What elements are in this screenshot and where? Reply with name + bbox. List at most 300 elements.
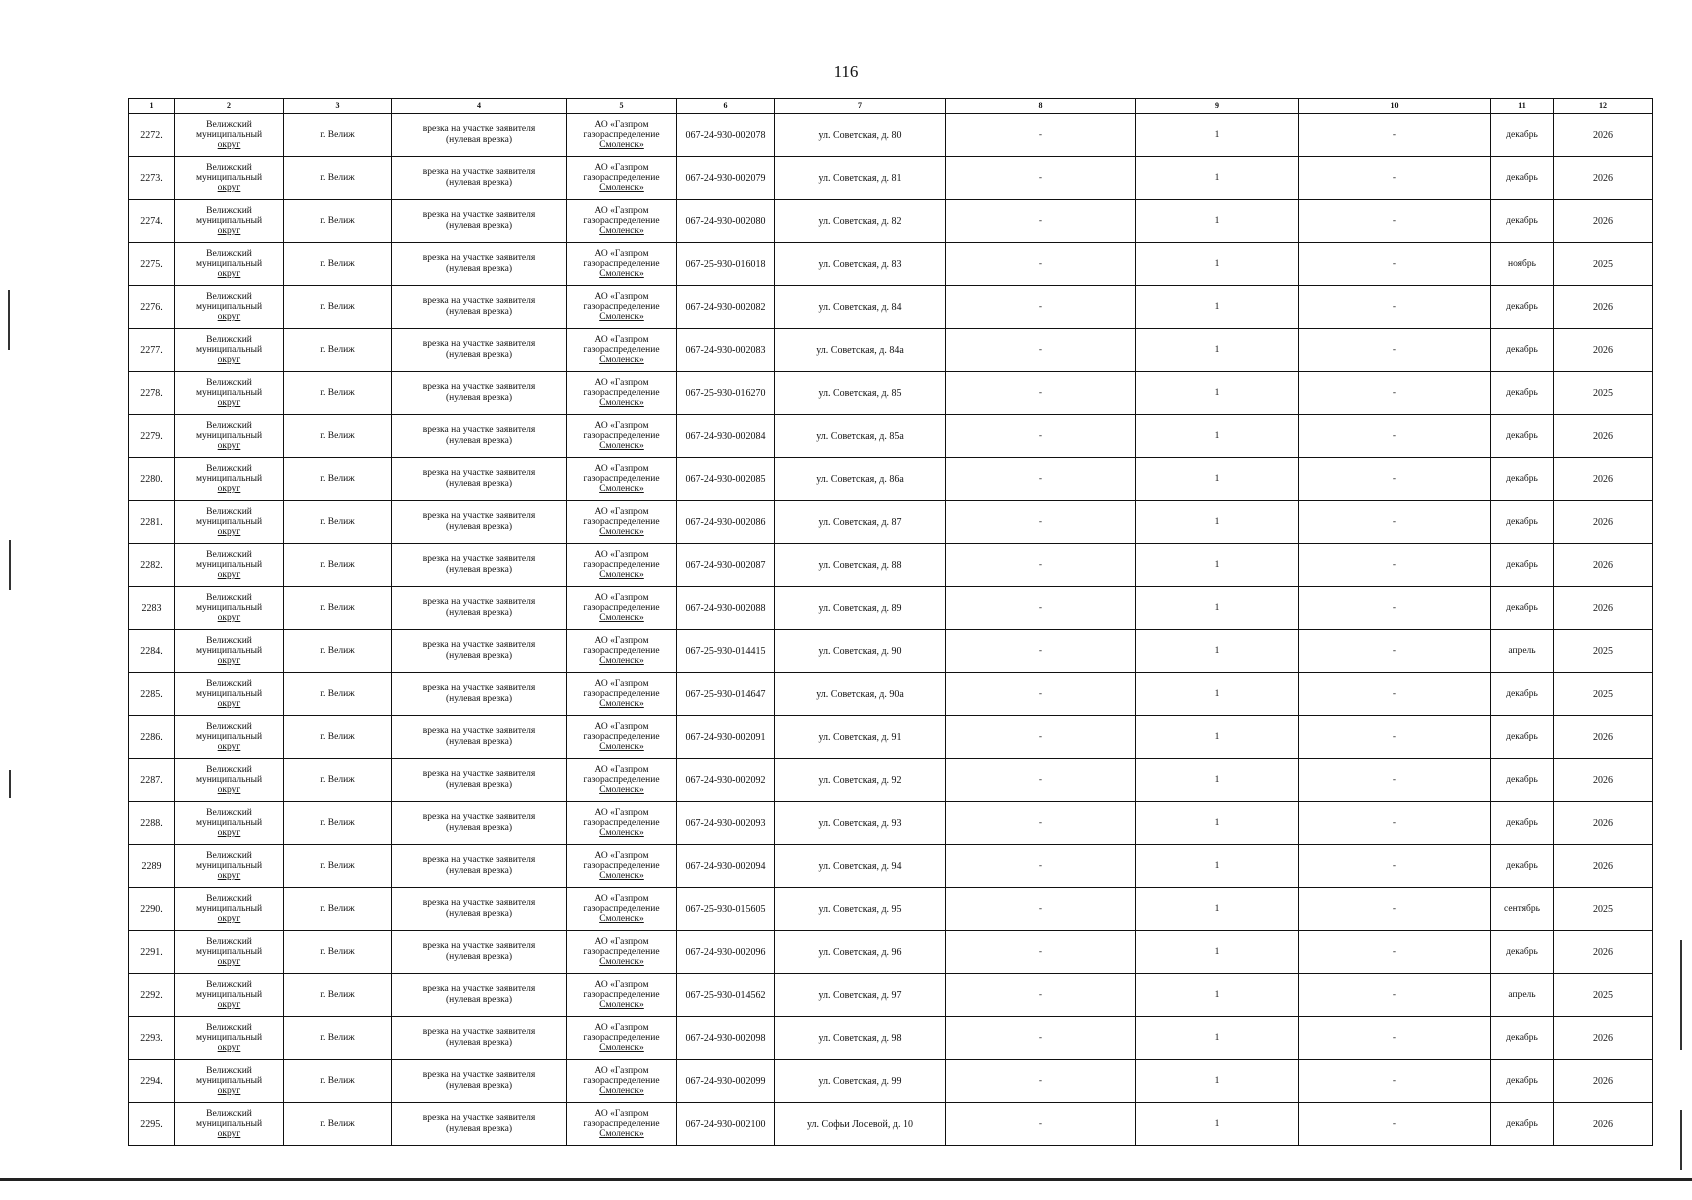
district-line: муниципальный — [195, 517, 263, 527]
work-type-line: врезка на участке заявителя — [422, 124, 536, 134]
object-code-cell: 067-24-930-002082 — [677, 286, 775, 329]
district-cell — [175, 673, 284, 716]
table-row — [129, 888, 1653, 931]
column-10-cell: - — [1299, 243, 1491, 286]
work-type-cell — [392, 157, 567, 200]
district-line: округ — [217, 527, 241, 537]
work-type-cell — [392, 673, 567, 716]
month-cell: декабрь — [1491, 1017, 1554, 1060]
operator-cell — [567, 501, 677, 544]
work-type-cell — [392, 544, 567, 587]
column-8-cell: - — [946, 501, 1136, 544]
work-type-line: (нулевая врезка) — [445, 264, 513, 274]
district-line: округ — [217, 398, 241, 408]
district-line: Велижский — [206, 894, 252, 904]
locality-cell: г. Велиж — [284, 329, 392, 372]
operator-cell — [567, 286, 677, 329]
object-code-cell: 067-24-930-002094 — [677, 845, 775, 888]
operator-line: газораспределение — [583, 560, 660, 570]
column-9-cell: 1 — [1136, 372, 1299, 415]
operator-line: Смоленск» — [599, 742, 644, 752]
row-number: 2276. — [129, 286, 175, 329]
table-row — [129, 200, 1653, 243]
row-number: 2291. — [129, 931, 175, 974]
operator-line: АО «Газпром — [594, 464, 649, 474]
operator-line: Смоленск» — [599, 699, 644, 709]
year-cell: 2026 — [1554, 544, 1653, 587]
table-row — [129, 157, 1653, 200]
district-line: муниципальный — [195, 130, 263, 140]
month-cell: декабрь — [1491, 415, 1554, 458]
address-cell: ул. Советская, д. 96 — [775, 931, 946, 974]
district-line: округ — [217, 914, 241, 924]
work-type-line: врезка на участке заявителя — [422, 425, 536, 435]
work-type-line: (нулевая врезка) — [445, 1124, 513, 1134]
work-type-line: врезка на участке заявителя — [422, 855, 536, 865]
district-line: округ — [217, 1000, 241, 1010]
address-cell: ул. Софьи Лосевой, д. 10 — [775, 1103, 946, 1146]
district-line: муниципальный — [195, 388, 263, 398]
work-type-cell — [392, 845, 567, 888]
operator-line: АО «Газпром — [594, 679, 649, 689]
district-line: округ — [217, 871, 241, 881]
row-number: 2287. — [129, 759, 175, 802]
operator-line: газораспределение — [583, 474, 660, 484]
operator-line: АО «Газпром — [594, 765, 649, 775]
work-type-line: (нулевая врезка) — [445, 694, 513, 704]
district-line: округ — [217, 226, 241, 236]
operator-line: Смоленск» — [599, 871, 644, 881]
column-8-cell: - — [946, 845, 1136, 888]
table-row — [129, 1017, 1653, 1060]
district-line: округ — [217, 613, 241, 623]
column-10-cell: - — [1299, 1017, 1491, 1060]
operator-line: АО «Газпром — [594, 507, 649, 517]
page-number: 116 — [833, 62, 859, 81]
district-line: муниципальный — [195, 431, 263, 441]
operator-line: Смоленск» — [599, 355, 644, 365]
work-type-line: врезка на участке заявителя — [422, 167, 536, 177]
year-cell: 2026 — [1554, 845, 1653, 888]
work-type-line: врезка на участке заявителя — [422, 726, 536, 736]
district-cell — [175, 243, 284, 286]
column-10-cell: - — [1299, 501, 1491, 544]
scan-artifact — [8, 290, 10, 350]
column-8-cell: - — [946, 759, 1136, 802]
operator-line: газораспределение — [583, 947, 660, 957]
address-cell: ул. Советская, д. 94 — [775, 845, 946, 888]
work-type-line: (нулевая врезка) — [445, 909, 513, 919]
district-line: Велижский — [206, 1023, 252, 1033]
address-cell: ул. Советская, д. 85а — [775, 415, 946, 458]
column-9-cell: 1 — [1136, 114, 1299, 157]
work-type-line: (нулевая врезка) — [445, 436, 513, 446]
district-line: округ — [217, 1086, 241, 1096]
operator-line: Смоленск» — [599, 441, 644, 451]
table-row — [129, 587, 1653, 630]
object-code-cell: 067-24-930-002099 — [677, 1060, 775, 1103]
district-cell — [175, 931, 284, 974]
table-row — [129, 716, 1653, 759]
object-code-cell: 067-24-930-002087 — [677, 544, 775, 587]
district-line: округ — [217, 957, 241, 967]
operator-cell — [567, 845, 677, 888]
work-type-line: (нулевая врезка) — [445, 307, 513, 317]
operator-line: АО «Газпром — [594, 249, 649, 259]
month-cell: апрель — [1491, 974, 1554, 1017]
operator-line: Смоленск» — [599, 484, 644, 494]
year-cell: 2026 — [1554, 1060, 1653, 1103]
column-9-cell: 1 — [1136, 974, 1299, 1017]
work-type-cell — [392, 501, 567, 544]
column-number-header: 9 — [1136, 99, 1299, 114]
column-9-cell: 1 — [1136, 802, 1299, 845]
operator-line: газораспределение — [583, 1119, 660, 1129]
operator-cell — [567, 200, 677, 243]
object-code-cell: 067-25-930-014562 — [677, 974, 775, 1017]
year-cell: 2025 — [1554, 630, 1653, 673]
column-8-cell: - — [946, 587, 1136, 630]
table-row — [129, 415, 1653, 458]
column-8-cell: - — [946, 286, 1136, 329]
district-line: округ — [217, 785, 241, 795]
month-cell: декабрь — [1491, 200, 1554, 243]
column-9-cell: 1 — [1136, 200, 1299, 243]
locality-cell: г. Велиж — [284, 759, 392, 802]
locality-cell: г. Велиж — [284, 544, 392, 587]
district-line: округ — [217, 441, 241, 451]
operator-line: газораспределение — [583, 861, 660, 871]
district-cell — [175, 802, 284, 845]
district-line: округ — [217, 570, 241, 580]
operator-line: газораспределение — [583, 646, 660, 656]
column-8-cell: - — [946, 415, 1136, 458]
district-cell — [175, 759, 284, 802]
district-line: муниципальный — [195, 990, 263, 1000]
locality-cell: г. Велиж — [284, 286, 392, 329]
row-number: 2282. — [129, 544, 175, 587]
column-8-cell: - — [946, 1103, 1136, 1146]
locality-cell: г. Велиж — [284, 1060, 392, 1103]
work-type-line: врезка на участке заявителя — [422, 898, 536, 908]
year-cell: 2025 — [1554, 243, 1653, 286]
operator-line: Смоленск» — [599, 527, 644, 537]
district-cell — [175, 544, 284, 587]
object-code-cell: 067-24-930-002079 — [677, 157, 775, 200]
district-cell — [175, 1103, 284, 1146]
column-10-cell: - — [1299, 974, 1491, 1017]
operator-line: Смоленск» — [599, 828, 644, 838]
column-9-cell: 1 — [1136, 458, 1299, 501]
work-type-line: врезка на участке заявителя — [422, 1027, 536, 1037]
district-line: Велижский — [206, 636, 252, 646]
column-number-header: 6 — [677, 99, 775, 114]
work-type-line: (нулевая врезка) — [445, 1081, 513, 1091]
district-line: муниципальный — [195, 216, 263, 226]
work-type-cell — [392, 759, 567, 802]
work-type-cell — [392, 329, 567, 372]
month-cell: декабрь — [1491, 931, 1554, 974]
district-cell — [175, 587, 284, 630]
locality-cell: г. Велиж — [284, 974, 392, 1017]
work-type-line: (нулевая врезка) — [445, 393, 513, 403]
operator-line: Смоленск» — [599, 398, 644, 408]
row-number: 2295. — [129, 1103, 175, 1146]
column-8-cell: - — [946, 888, 1136, 931]
row-number: 2283 — [129, 587, 175, 630]
operator-cell — [567, 544, 677, 587]
year-cell: 2026 — [1554, 1017, 1653, 1060]
object-code-cell: 067-25-930-015605 — [677, 888, 775, 931]
operator-line: Смоленск» — [599, 957, 644, 967]
column-10-cell: - — [1299, 544, 1491, 587]
district-line: муниципальный — [195, 861, 263, 871]
locality-cell: г. Велиж — [284, 415, 392, 458]
work-type-line: (нулевая врезка) — [445, 1038, 513, 1048]
operator-line: Смоленск» — [599, 1000, 644, 1010]
column-10-cell: - — [1299, 372, 1491, 415]
table-row — [129, 544, 1653, 587]
operator-line: газораспределение — [583, 1076, 660, 1086]
locality-cell: г. Велиж — [284, 157, 392, 200]
operator-line: Смоленск» — [599, 914, 644, 924]
table-row — [129, 673, 1653, 716]
month-cell: декабрь — [1491, 673, 1554, 716]
work-type-line: врезка на участке заявителя — [422, 210, 536, 220]
year-cell: 2025 — [1554, 974, 1653, 1017]
row-number: 2277. — [129, 329, 175, 372]
operator-cell — [567, 587, 677, 630]
column-9-cell: 1 — [1136, 673, 1299, 716]
locality-cell: г. Велиж — [284, 243, 392, 286]
address-cell: ул. Советская, д. 82 — [775, 200, 946, 243]
work-type-line: (нулевая врезка) — [445, 565, 513, 575]
district-line: Велижский — [206, 464, 252, 474]
month-cell: декабрь — [1491, 587, 1554, 630]
operator-line: Смоленск» — [599, 312, 644, 322]
operator-line: Смоленск» — [599, 1043, 644, 1053]
month-cell: декабрь — [1491, 759, 1554, 802]
table-row — [129, 759, 1653, 802]
column-10-cell: - — [1299, 845, 1491, 888]
operator-line: Смоленск» — [599, 1129, 644, 1139]
month-cell: декабрь — [1491, 329, 1554, 372]
operator-cell — [567, 458, 677, 501]
work-type-line: врезка на участке заявителя — [422, 382, 536, 392]
district-line: Велижский — [206, 292, 252, 302]
column-8-cell: - — [946, 157, 1136, 200]
operator-line: газораспределение — [583, 431, 660, 441]
operator-line: газораспределение — [583, 732, 660, 742]
operator-cell — [567, 1103, 677, 1146]
scan-artifact — [1680, 1110, 1682, 1170]
column-8-cell: - — [946, 458, 1136, 501]
year-cell: 2026 — [1554, 716, 1653, 759]
column-10-cell: - — [1299, 415, 1491, 458]
year-cell: 2025 — [1554, 888, 1653, 931]
district-line: муниципальный — [195, 1076, 263, 1086]
year-cell: 2026 — [1554, 759, 1653, 802]
district-line: муниципальный — [195, 345, 263, 355]
operator-line: газораспределение — [583, 302, 660, 312]
column-8-cell: - — [946, 931, 1136, 974]
district-line: округ — [217, 699, 241, 709]
work-type-cell — [392, 587, 567, 630]
column-10-cell: - — [1299, 931, 1491, 974]
operator-line: газораспределение — [583, 259, 660, 269]
month-cell: декабрь — [1491, 501, 1554, 544]
operator-line: Смоленск» — [599, 656, 644, 666]
work-type-cell — [392, 802, 567, 845]
district-line: округ — [217, 312, 241, 322]
work-type-line: (нулевая врезка) — [445, 221, 513, 231]
address-cell: ул. Советская, д. 92 — [775, 759, 946, 802]
locality-cell: г. Велиж — [284, 673, 392, 716]
work-type-line: врезка на участке заявителя — [422, 468, 536, 478]
district-cell — [175, 458, 284, 501]
column-number-header: 3 — [284, 99, 392, 114]
address-cell: ул. Советская, д. 90 — [775, 630, 946, 673]
column-9-cell: 1 — [1136, 286, 1299, 329]
work-type-line: врезка на участке заявителя — [422, 812, 536, 822]
operator-line: Смоленск» — [599, 1086, 644, 1096]
work-type-line: врезка на участке заявителя — [422, 640, 536, 650]
table-row — [129, 974, 1653, 1017]
row-number: 2290. — [129, 888, 175, 931]
year-cell: 2026 — [1554, 1103, 1653, 1146]
address-cell: ул. Советская, д. 91 — [775, 716, 946, 759]
operator-line: газораспределение — [583, 130, 660, 140]
district-line: муниципальный — [195, 1033, 263, 1043]
object-code-cell: 067-24-930-002098 — [677, 1017, 775, 1060]
work-type-line: врезка на участке заявителя — [422, 1070, 536, 1080]
column-9-cell: 1 — [1136, 716, 1299, 759]
operator-cell — [567, 716, 677, 759]
work-type-cell — [392, 1103, 567, 1146]
column-10-cell: - — [1299, 114, 1491, 157]
column-number-header: 7 — [775, 99, 946, 114]
district-line: муниципальный — [195, 689, 263, 699]
operator-line: АО «Газпром — [594, 292, 649, 302]
row-number: 2292. — [129, 974, 175, 1017]
year-cell: 2026 — [1554, 200, 1653, 243]
column-8-cell: - — [946, 372, 1136, 415]
address-cell: ул. Советская, д. 89 — [775, 587, 946, 630]
work-type-line: (нулевая врезка) — [445, 737, 513, 747]
operator-cell — [567, 888, 677, 931]
work-type-line: (нулевая врезка) — [445, 178, 513, 188]
locality-cell: г. Велиж — [284, 716, 392, 759]
district-line: округ — [217, 828, 241, 838]
address-cell: ул. Советская, д. 84 — [775, 286, 946, 329]
row-number: 2279. — [129, 415, 175, 458]
locality-cell: г. Велиж — [284, 888, 392, 931]
work-type-line: (нулевая врезка) — [445, 350, 513, 360]
object-code-cell: 067-25-930-016270 — [677, 372, 775, 415]
column-9-cell: 1 — [1136, 329, 1299, 372]
row-number: 2289 — [129, 845, 175, 888]
month-cell: декабрь — [1491, 372, 1554, 415]
operator-cell — [567, 974, 677, 1017]
district-cell — [175, 372, 284, 415]
month-cell: декабрь — [1491, 544, 1554, 587]
district-line: Велижский — [206, 1109, 252, 1119]
table-row — [129, 286, 1653, 329]
operator-line: АО «Газпром — [594, 1066, 649, 1076]
row-number: 2278. — [129, 372, 175, 415]
month-cell: декабрь — [1491, 802, 1554, 845]
operator-line: АО «Газпром — [594, 206, 649, 216]
operator-line: АО «Газпром — [594, 163, 649, 173]
column-9-cell: 1 — [1136, 1060, 1299, 1103]
district-line: муниципальный — [195, 603, 263, 613]
operator-line: газораспределение — [583, 173, 660, 183]
row-number: 2284. — [129, 630, 175, 673]
district-cell — [175, 888, 284, 931]
district-cell — [175, 200, 284, 243]
address-cell: ул. Советская, д. 86а — [775, 458, 946, 501]
district-line: муниципальный — [195, 560, 263, 570]
row-number: 2293. — [129, 1017, 175, 1060]
table-row — [129, 1060, 1653, 1103]
district-line: Велижский — [206, 679, 252, 689]
district-line: муниципальный — [195, 818, 263, 828]
column-8-cell: - — [946, 544, 1136, 587]
column-10-cell: - — [1299, 888, 1491, 931]
column-9-cell: 1 — [1136, 845, 1299, 888]
district-line: округ — [217, 656, 241, 666]
work-type-line: врезка на участке заявителя — [422, 683, 536, 693]
district-line: Велижский — [206, 206, 252, 216]
work-type-line: врезка на участке заявителя — [422, 511, 536, 521]
operator-line: АО «Газпром — [594, 937, 649, 947]
column-10-cell: - — [1299, 329, 1491, 372]
column-8-cell: - — [946, 630, 1136, 673]
object-code-cell: 067-24-930-002091 — [677, 716, 775, 759]
operator-line: АО «Газпром — [594, 593, 649, 603]
address-cell: ул. Советская, д. 98 — [775, 1017, 946, 1060]
object-code-cell: 067-24-930-002088 — [677, 587, 775, 630]
operator-line: газораспределение — [583, 388, 660, 398]
month-cell: ноябрь — [1491, 243, 1554, 286]
column-10-cell: - — [1299, 802, 1491, 845]
column-9-cell: 1 — [1136, 415, 1299, 458]
work-type-line: врезка на участке заявителя — [422, 1113, 536, 1123]
column-number-header: 10 — [1299, 99, 1491, 114]
column-number-header-row — [129, 99, 1653, 114]
row-number: 2272. — [129, 114, 175, 157]
column-8-cell: - — [946, 716, 1136, 759]
work-type-line: врезка на участке заявителя — [422, 769, 536, 779]
operator-line: АО «Газпром — [594, 335, 649, 345]
operator-line: газораспределение — [583, 904, 660, 914]
work-type-cell — [392, 630, 567, 673]
month-cell: апрель — [1491, 630, 1554, 673]
scan-artifact — [9, 770, 11, 798]
row-number: 2280. — [129, 458, 175, 501]
operator-line: АО «Газпром — [594, 851, 649, 861]
year-cell: 2026 — [1554, 501, 1653, 544]
district-line: муниципальный — [195, 947, 263, 957]
column-10-cell: - — [1299, 1060, 1491, 1103]
operator-line: Смоленск» — [599, 140, 644, 150]
column-9-cell: 1 — [1136, 931, 1299, 974]
operator-line: Смоленск» — [599, 613, 644, 623]
column-8-cell: - — [946, 974, 1136, 1017]
operator-line: газораспределение — [583, 1033, 660, 1043]
locality-cell: г. Велиж — [284, 1103, 392, 1146]
column-8-cell: - — [946, 200, 1136, 243]
